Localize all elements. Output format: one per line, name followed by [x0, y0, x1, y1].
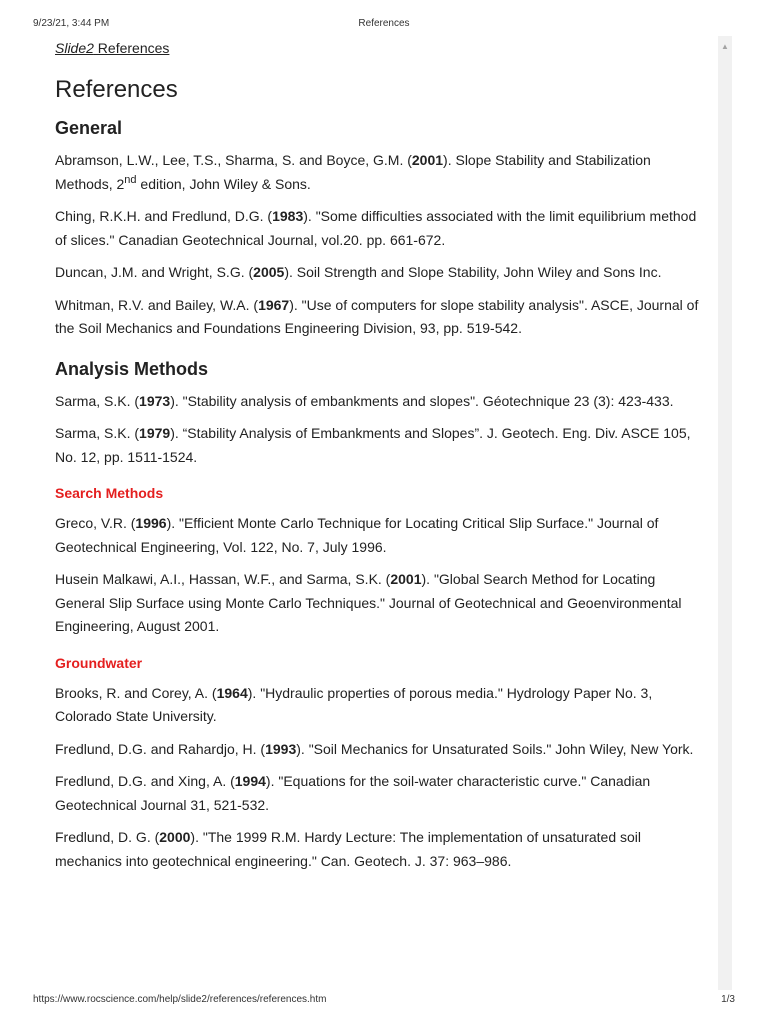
reference-item: Fredlund, D. G. (2000). "The 1999 R.M. Hardy Lecture: The implementation of unsaturated soil mechanics into geotechnical engineering." Can. Geotech. J. 37: 963–986.	[55, 829, 642, 869]
print-date: 9/23/21, 3:44 PM	[33, 18, 110, 29]
breadcrumb[interactable]	[55, 38, 705, 60]
reference-item: Ching, R.K.H. and Fredlund, D.G. (1983). "Some difficulties associated with the limit equilibrium method of slices." Canadian Geotechnical Journal, vol.20. pp. 661-672.	[55, 208, 697, 248]
reference-item: Whitman, R.V. and Bailey, W.A. (1967). "Use of computers for slope stability analysis". ASCE, Journal of the Soil Mechanics and Foundations Engineering Division, 93, pp. 519-542.	[55, 296, 699, 336]
section-heading-analysis-methods: Analysis Methods	[55, 358, 209, 379]
reference-item: Duncan, J.M. and Wright, S.G. (2005). Soil Strength and Slope Stability, John Wiley and Sons Inc.	[55, 264, 662, 280]
reference-item: Sarma, S.K. (1979). “Stability Analysis of Embankments and Slopes”. J. Geotech. Eng. Div. ASCE 105, No. 12, pp. 1511-1524.	[55, 425, 691, 465]
print-footer	[33, 994, 735, 1010]
breadcrumb-product[interactable]: Slide2	[55, 40, 94, 56]
reference-item: Husein Malkawi, A.I., Hassan, W.F., and Sarma, S.K. (2001). "Global Search Method for Locating General Slip Surface using Monte Carlo Techniques." Journal of Geotechnical and Geoenvironmental Engineering, August 2001.	[55, 571, 682, 634]
reference-item: Greco, V.R. (1996). "Efficient Monte Carlo Technique for Locating Critical Slip Surface." Journal of Geotechnical Engineering, Vol. 122, No. 7, July 1996.	[55, 515, 659, 555]
reference-item: Brooks, R. and Corey, A. (1964). "Hydraulic properties of porous media." Hydrology Paper No. 3, Colorado State University.	[55, 684, 653, 724]
page-number: 1/3	[721, 994, 735, 1005]
reference-item: Fredlund, D.G. and Xing, A. (1994). "Equations for the soil-water characteristic curve." Canadian Geotechnical Journal 31, 521-532.	[55, 773, 651, 813]
reference-item: Abramson, L.W., Lee, T.S., Sharma, S. and Boyce, G.M. (2001). Slope Stability and Stabilization Methods, 2nd edition, John Wiley & Sons.	[55, 152, 651, 192]
reference-item: Fredlund, D.G. and Rahardjo, H. (1993). "Soil Mechanics for Unsaturated Soils." John Wiley, New York.	[55, 740, 694, 757]
page-title: References	[55, 76, 178, 103]
breadcrumb-label[interactable]: References	[93, 40, 170, 56]
print-header	[33, 18, 735, 34]
print-title: References	[358, 18, 410, 29]
section-heading-search-methods: Search Methods	[55, 485, 164, 501]
reference-item: Sarma, S.K. (1973). "Stability analysis of embankments and slopes". Géotechnique 23 (3): 423-433.	[55, 392, 674, 409]
print-url: https://www.rocscience.com/help/slide2/references/references.htm	[33, 994, 327, 1005]
section-heading-groundwater: Groundwater	[55, 654, 143, 671]
section-heading-general: General	[55, 118, 123, 138]
vertical-scrollbar[interactable]	[718, 36, 732, 990]
scroll-up-arrow-icon[interactable]: ▲	[721, 42, 729, 51]
page-content	[55, 38, 705, 873]
